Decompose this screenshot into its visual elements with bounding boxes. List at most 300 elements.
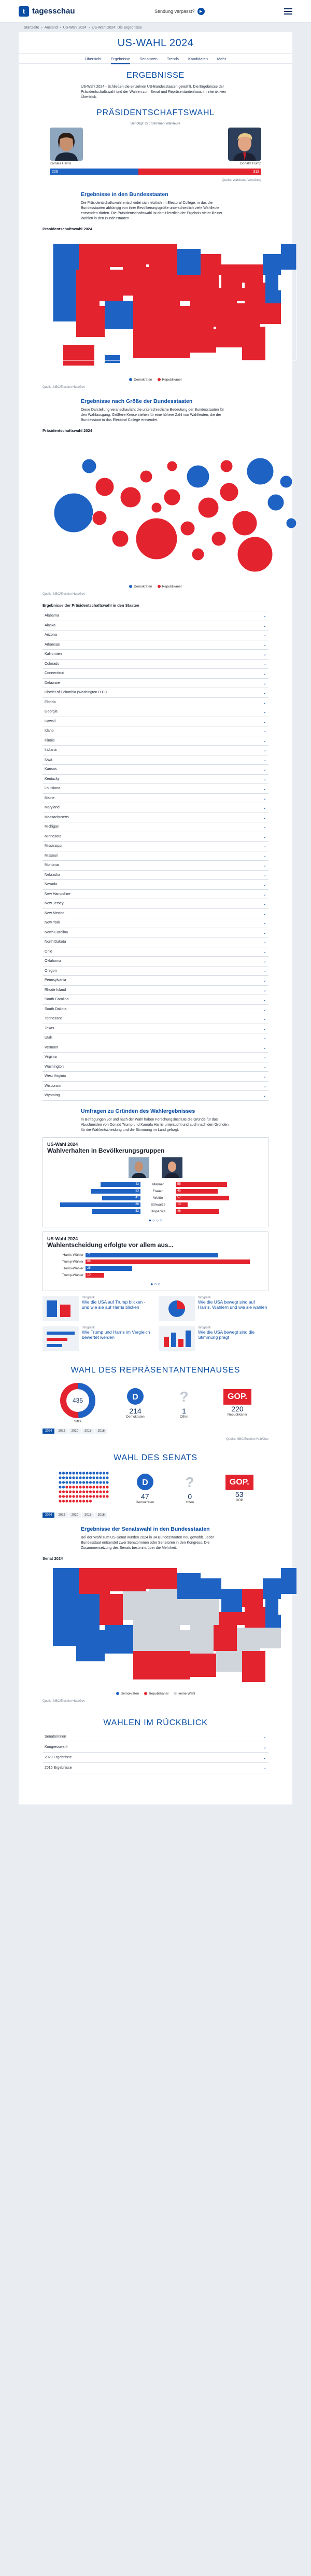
state-row[interactable] <box>43 832 268 842</box>
state-name: Nebraska <box>45 873 60 877</box>
state-row[interactable] <box>43 995 268 1005</box>
breadcrumb-item: US-Wahl 2024: Die Ergebnisse <box>92 25 142 30</box>
chevron-down-icon: ⌄ <box>263 901 266 906</box>
state-name: Connecticut <box>45 671 64 676</box>
state-name: South Dakota <box>45 1007 67 1011</box>
year-tab[interactable]: 2020 <box>69 1513 81 1518</box>
senate-seat <box>82 1500 85 1502</box>
teaser-image <box>159 1296 195 1321</box>
review-link[interactable]: 2016 Ergebnisse ⌄ <box>43 1763 268 1773</box>
survey-row <box>47 1258 264 1265</box>
senate-seat <box>93 1481 95 1483</box>
senate-seat <box>93 1495 95 1497</box>
senate-seat <box>89 1476 92 1479</box>
state-row[interactable] <box>43 880 268 890</box>
senate-dem <box>136 1473 154 1504</box>
state-row[interactable] <box>43 1091 268 1101</box>
teaser-title[interactable]: Wie die USA bewegt sind die Stimmung prägt <box>198 1329 255 1340</box>
house-total-label: Sitze <box>74 1419 82 1423</box>
state-row[interactable] <box>43 755 268 765</box>
state-row[interactable] <box>43 851 268 861</box>
senate-seat <box>86 1500 89 1502</box>
state-name: Alaska <box>45 623 56 627</box>
dem-bar: 43 <box>101 1182 140 1187</box>
bubble-label: Präsidentschaftswahl 2024 <box>43 428 92 433</box>
state-row[interactable] <box>43 640 268 650</box>
senate-seat <box>103 1495 105 1497</box>
senate-seat <box>79 1486 82 1488</box>
state-row[interactable] <box>43 871 268 880</box>
year-tab[interactable]: 2020 <box>69 1429 81 1434</box>
state-row[interactable] <box>43 1082 268 1091</box>
senate-seat <box>106 1495 109 1497</box>
map-heading: Ergebnisse in den Bundesstaaten <box>81 191 168 198</box>
legend-dem: Demokraten <box>116 1692 139 1696</box>
state-name: Delaware <box>45 681 60 685</box>
senate-seat <box>89 1490 92 1493</box>
state-name: Ohio <box>45 949 52 954</box>
question-icon <box>175 1387 193 1406</box>
senate-rep-num: 53 <box>235 1490 244 1499</box>
senate-seat <box>96 1476 98 1479</box>
senate-seat <box>59 1490 62 1493</box>
review-link[interactable]: 2020 Ergebnisse ⌄ <box>43 1753 268 1763</box>
teaser-meta: Infografik <box>82 1296 95 1299</box>
state-name: Indiana <box>45 748 56 752</box>
chevron-down-icon: ⌄ <box>263 1055 266 1060</box>
president-title: PRÄSIDENTSCHAFTSWAHL <box>96 108 215 117</box>
state-name: Maryland <box>45 806 60 810</box>
senate-seat <box>82 1476 85 1479</box>
senate-seat <box>89 1481 92 1483</box>
state-row[interactable] <box>43 784 268 794</box>
senate-seat <box>76 1472 78 1474</box>
senate-seat <box>66 1500 68 1502</box>
year-tab[interactable]: 2018 <box>82 1429 94 1434</box>
chevron-down-icon: ⌄ <box>263 652 266 657</box>
senate-seat <box>89 1472 92 1474</box>
state-row[interactable] <box>43 909 268 919</box>
state-name: Wyoming <box>45 1094 60 1098</box>
state-row[interactable] <box>43 794 268 804</box>
map-source: Quelle: NBC/Election Hub/Gov <box>43 386 85 389</box>
states-title: Ergebnisse der Präsidentschaftswahl in den Staaten <box>43 603 139 608</box>
legend-rep: Republikaner <box>158 378 182 382</box>
state-row[interactable] <box>43 688 268 698</box>
state-row[interactable] <box>43 765 268 775</box>
teaser-title[interactable]: Wie Trump und Harris im Vergleich bewertet werden <box>82 1329 150 1340</box>
state-name: New Hampshire <box>45 892 70 896</box>
chevron-down-icon: ⌄ <box>263 1026 266 1031</box>
chevron-down-icon: ⌄ <box>263 1755 266 1760</box>
state-bubble[interactable] <box>82 459 96 473</box>
state-row[interactable] <box>43 861 268 871</box>
senate-seat-dots <box>58 1470 109 1506</box>
state-bubble[interactable] <box>92 511 107 525</box>
state-bubble[interactable] <box>280 475 292 488</box>
state-name: Louisiana <box>45 787 60 791</box>
embed-subtitle: Wahlentscheidung erfolgte vor allem aus... <box>47 1241 174 1249</box>
live-link[interactable] <box>154 8 205 15</box>
state-bubble[interactable] <box>136 518 177 559</box>
senate-seat <box>59 1481 62 1483</box>
teaser-card[interactable] <box>159 1296 268 1321</box>
senate-seat <box>62 1476 65 1479</box>
house-title: WAHL DES REPRÄSENTANTENHAUSES <box>70 1365 241 1375</box>
embed1-rows <box>47 1181 264 1215</box>
chevron-down-icon: ⌄ <box>263 690 266 695</box>
senate-seat <box>106 1472 109 1474</box>
chevron-down-icon: ⌄ <box>263 920 266 926</box>
state-row[interactable] <box>43 1062 268 1072</box>
state-name: Massachusetts <box>45 815 69 819</box>
senate-seat <box>79 1476 82 1479</box>
year-tab[interactable]: 2024 <box>43 1513 54 1518</box>
bubble-heading: Ergebnisse nach Größe der Bundesstaaten <box>81 398 193 404</box>
state-row[interactable] <box>43 1033 268 1043</box>
senate-seat <box>100 1476 102 1479</box>
state-row[interactable] <box>43 631 268 640</box>
state-name: Tennessee <box>45 1017 62 1021</box>
senate-seat <box>62 1495 65 1497</box>
subnav-item[interactable]: Trends <box>166 56 179 61</box>
senate-seat <box>66 1490 68 1493</box>
rep-bar: 55 <box>176 1182 227 1187</box>
senate-seat <box>69 1486 72 1488</box>
senate-legend <box>19 1690 292 1698</box>
subnav-item[interactable]: Senatoren <box>139 56 158 61</box>
state-bubble[interactable] <box>192 548 204 561</box>
senate-seat <box>73 1476 75 1479</box>
chevron-down-icon: ⌄ <box>263 844 266 849</box>
breadcrumb-item[interactable]: Ausland <box>44 25 58 30</box>
review-title: WAHLEN IM RÜCKBLICK <box>103 1718 208 1727</box>
state-row[interactable] <box>43 937 268 947</box>
state-row[interactable] <box>43 611 268 621</box>
state-row[interactable] <box>43 822 268 832</box>
state-bubble[interactable] <box>198 497 219 518</box>
senate-text: Bei der Wahl zum US-Senat wurden 2024 in 34 Bundesstaaten neu gewählt. Jeder Bundesstaat entsendet zwei Senatorinnen oder Senatoren in den Kongress. Die Zusammensetzung des Senats bestimmt über die Mehrheit. <box>81 1535 214 1550</box>
state-name: Georgia <box>45 710 58 714</box>
teaser-image <box>43 1296 79 1321</box>
state-row[interactable] <box>43 726 268 736</box>
state-row[interactable] <box>43 1005 268 1015</box>
state-row[interactable] <box>43 698 268 708</box>
state-bubble[interactable] <box>180 521 195 536</box>
senate-seat <box>66 1495 68 1497</box>
state-name: Arkansas <box>45 642 60 647</box>
senate-seat <box>62 1481 65 1483</box>
senate-seat <box>82 1486 85 1488</box>
state-row[interactable] <box>43 899 268 909</box>
chevron-down-icon: ⌄ <box>263 824 266 830</box>
senate-results <box>19 1467 292 1510</box>
rep-bar: 57 <box>176 1196 229 1200</box>
rep-bar <box>138 169 261 175</box>
trump-photo <box>228 128 261 161</box>
senate-seat <box>69 1481 72 1483</box>
state-row[interactable] <box>43 1014 268 1024</box>
state-row[interactable] <box>43 660 268 669</box>
state-row[interactable] <box>43 928 268 938</box>
chevron-down-icon: ⌄ <box>263 748 266 753</box>
embed-title: US-Wahl 2024 <box>47 1236 78 1241</box>
house-donut <box>60 1382 96 1419</box>
senate-map[interactable] <box>19 1563 292 1690</box>
chevron-down-icon: ⌄ <box>263 891 266 897</box>
senate-seat <box>86 1495 89 1497</box>
democrat-logo-icon <box>136 1473 154 1491</box>
value-bar: 88 <box>86 1259 250 1264</box>
harris-thumb <box>129 1157 149 1178</box>
map-text: Die Präsidentschaftswahl entscheidet sich letztlich im Electoral College, in das die Bundesstaaten abhängig von ihrer Bevölkerungsgröße unterschiedlich viele Wahlleute entsenden dürfen. Die Präsidentschaftswahl ist damit letztlich der Ergebnis vieler kleiner Wahlen in den Bundesstaaten. <box>81 201 223 220</box>
senate-seat <box>73 1486 75 1488</box>
dem-bar: 53 <box>91 1189 140 1194</box>
legend-dem: Demokraten <box>129 585 152 589</box>
teaser-card[interactable] <box>159 1326 268 1351</box>
breadcrumb-item[interactable]: US-Wahl 2024 <box>63 25 87 30</box>
state-row[interactable] <box>43 967 268 976</box>
subnav-item[interactable]: Mehr <box>217 56 226 61</box>
chevron-down-icon: ⌄ <box>263 767 266 772</box>
chevron-down-icon: ⌄ <box>263 671 266 676</box>
state-bubble[interactable] <box>187 465 209 488</box>
embed-pagination[interactable]: ● ○ ○ ○ <box>149 1217 162 1223</box>
site-logo[interactable] <box>19 6 75 17</box>
embed-subtitle: Wahlverhalten in Bevölkerungsgruppen <box>47 1146 165 1154</box>
senate-seat <box>100 1486 102 1488</box>
group-label: Männer <box>152 1182 164 1186</box>
senate-seat <box>69 1500 72 1502</box>
trump-thumb <box>162 1157 182 1178</box>
breadcrumb-item[interactable]: Startseite <box>24 25 39 30</box>
state-name: Kentucky <box>45 777 60 781</box>
hamburger-menu-icon[interactable] <box>284 8 292 15</box>
chevron-down-icon: ⌄ <box>263 882 266 887</box>
us-map[interactable] <box>19 233 292 376</box>
survey-row <box>47 1265 264 1272</box>
voter-label: Trump-Wähler <box>62 1273 83 1277</box>
senate-seat <box>59 1500 62 1502</box>
state-bubble[interactable] <box>95 478 114 496</box>
review-link[interactable]: Senatorinnen ⌄ <box>43 1732 268 1742</box>
state-row[interactable] <box>43 736 268 746</box>
candidate-names <box>19 161 292 166</box>
house-dem-label: Demokraten <box>126 1415 145 1419</box>
teaser-card[interactable] <box>43 1296 152 1321</box>
chevron-down-icon: ⌄ <box>263 776 266 781</box>
state-name: Minnesota <box>45 834 62 838</box>
group-label: Hispanics <box>150 1209 166 1213</box>
teaser-title[interactable]: Wie die USA auf Trump blicken - und wie sie auf Harris blicken <box>82 1299 146 1310</box>
chevron-down-icon: ⌄ <box>263 613 266 619</box>
state-bubble[interactable] <box>286 518 296 528</box>
senate-seat <box>106 1490 109 1493</box>
state-bubble[interactable] <box>247 458 274 485</box>
senate-map-heading: Ergebnisse der Senatswahl in den Bundesstaaten <box>81 1525 210 1532</box>
chevron-down-icon: ⌄ <box>263 987 266 992</box>
senate-seat <box>76 1500 78 1502</box>
state-name: Kalifornien <box>45 652 62 656</box>
senate-seat <box>106 1486 109 1488</box>
state-bubble[interactable] <box>167 461 177 471</box>
house-open-label: Offen <box>180 1415 188 1419</box>
state-bubble[interactable] <box>164 489 180 506</box>
subnav-item[interactable]: Übersicht <box>85 56 102 61</box>
state-row[interactable] <box>43 717 268 727</box>
state-row[interactable] <box>43 1053 268 1062</box>
year-tab[interactable]: 2022 <box>55 1429 67 1434</box>
survey-row <box>47 1201 264 1208</box>
state-bubble[interactable] <box>140 470 152 483</box>
svg-text:D: D <box>142 1478 148 1487</box>
state-bubble[interactable] <box>220 483 238 501</box>
chevron-down-icon: ⌄ <box>263 1765 266 1770</box>
house-total-num: 435 <box>72 1396 83 1404</box>
state-bubble[interactable] <box>220 460 233 472</box>
state-row[interactable] <box>43 842 268 851</box>
senate-seat <box>69 1495 72 1497</box>
year-tab[interactable]: 2018 <box>82 1513 94 1518</box>
senate-seat <box>86 1490 89 1493</box>
teasers-row-1 <box>43 1296 268 1321</box>
harris-photo <box>50 128 83 161</box>
bubble-map[interactable] <box>19 435 292 583</box>
year-tab[interactable]: 2016 <box>95 1429 107 1434</box>
state-row[interactable] <box>43 947 268 957</box>
state-bubble[interactable] <box>120 487 141 508</box>
state-name: Wisconsin <box>45 1084 61 1088</box>
state-row[interactable] <box>43 1043 268 1053</box>
state-row[interactable] <box>43 775 268 785</box>
senate-seat <box>76 1486 78 1488</box>
state-bubble[interactable] <box>151 502 162 513</box>
state-row[interactable] <box>43 1072 268 1082</box>
senate-seat <box>66 1486 68 1488</box>
subnav-item[interactable]: Kandidaten <box>188 56 208 61</box>
state-bubble[interactable] <box>112 530 129 547</box>
senate-seat <box>59 1495 62 1497</box>
senate-rep <box>225 1475 253 1502</box>
senate-seat <box>62 1472 65 1474</box>
chevron-down-icon: ⌄ <box>263 1093 266 1098</box>
chevron-down-icon: ⌄ <box>263 1064 266 1069</box>
state-row[interactable] <box>43 650 268 660</box>
teaser-title[interactable]: Wie die USA bewegt sind auf Harris, Wählern und wie sie wählen <box>198 1299 267 1310</box>
map-legend <box>19 376 292 384</box>
state-row[interactable] <box>43 621 268 631</box>
senate-seat <box>59 1486 62 1488</box>
senate-seat <box>76 1495 78 1497</box>
state-row[interactable] <box>43 957 268 967</box>
state-bubble[interactable] <box>211 531 226 546</box>
subnav-item-active[interactable]: Ergebnisse <box>111 57 131 64</box>
state-row[interactable] <box>43 1024 268 1034</box>
state-row[interactable] <box>43 669 268 679</box>
state-name: Alabama <box>45 614 59 618</box>
chevron-down-icon: ⌄ <box>263 834 266 839</box>
state-name: Pennsylvania <box>45 978 66 983</box>
value-bar: 25 <box>86 1266 132 1271</box>
state-bubble[interactable] <box>267 494 284 511</box>
senate-seat <box>93 1476 95 1479</box>
state-row[interactable] <box>43 976 268 986</box>
group-label: Weiße <box>153 1196 163 1200</box>
senate-open-label: Offen <box>186 1501 194 1504</box>
state-name: Oregon <box>45 969 57 973</box>
dem-bar <box>50 169 138 175</box>
senate-seat <box>76 1476 78 1479</box>
embed-pagination[interactable]: ● ○ ○ <box>150 1281 161 1286</box>
senate-source: Quelle: NBC/Election Hub/Gov <box>43 1699 85 1703</box>
state-name: New York <box>45 921 60 925</box>
question-icon <box>180 1473 199 1491</box>
house-results <box>19 1379 292 1426</box>
year-tab[interactable]: 2024 <box>43 1429 54 1434</box>
state-name: Florida <box>45 700 56 704</box>
senate-seat <box>86 1472 89 1474</box>
senate-seat <box>103 1481 105 1483</box>
senate-seat <box>69 1490 72 1493</box>
state-bubble[interactable] <box>54 493 93 533</box>
chevron-down-icon: ⌄ <box>263 623 266 628</box>
review-links <box>43 1732 268 1773</box>
chevron-down-icon: ⌄ <box>263 729 266 734</box>
senate-seat <box>103 1472 105 1474</box>
house-dem <box>126 1387 145 1419</box>
teaser-card[interactable] <box>43 1326 152 1351</box>
review-link[interactable]: Kongresswahl ⌄ <box>43 1742 268 1753</box>
state-name: Illinois <box>45 738 55 743</box>
senate-seat <box>73 1495 75 1497</box>
state-row[interactable] <box>43 707 268 717</box>
senate-seat <box>106 1481 109 1483</box>
state-bubble[interactable] <box>237 537 273 572</box>
state-row[interactable] <box>43 918 268 928</box>
gop-logo-icon: GOP. <box>225 1475 253 1490</box>
house-open <box>175 1387 193 1419</box>
survey-row <box>47 1208 264 1215</box>
state-name: Texas <box>45 1026 54 1030</box>
state-name: New Jersey <box>45 902 64 906</box>
state-row[interactable] <box>43 986 268 996</box>
senate-seat <box>73 1490 75 1493</box>
senate-seat <box>89 1495 92 1497</box>
year-tab[interactable]: 2022 <box>55 1513 67 1518</box>
state-name: Vermont <box>45 1045 59 1049</box>
state-row[interactable] <box>43 813 268 823</box>
senate-seat <box>59 1472 62 1474</box>
bubble-legend <box>19 583 292 591</box>
bubble-source: Quelle: NBC/Election Hub/Gov <box>43 593 85 596</box>
year-tab[interactable]: 2016 <box>95 1513 107 1518</box>
senate-seat <box>96 1481 98 1483</box>
state-row[interactable] <box>43 803 268 813</box>
chevron-down-icon: ⌄ <box>263 1074 266 1079</box>
state-bubble[interactable] <box>232 511 257 536</box>
senate-map-states <box>53 1568 296 1682</box>
state-row[interactable] <box>43 679 268 689</box>
senate-seat <box>69 1476 72 1479</box>
senate-title: WAHL DES SENATS <box>114 1453 197 1462</box>
senate-seat <box>79 1472 82 1474</box>
state-name: Idaho <box>45 729 54 733</box>
state-name: Arizona <box>45 633 57 637</box>
dem-bar: 41 <box>102 1196 140 1200</box>
state-row[interactable] <box>43 890 268 900</box>
state-row[interactable] <box>43 746 268 755</box>
chevron-down-icon: ⌄ <box>263 699 266 705</box>
